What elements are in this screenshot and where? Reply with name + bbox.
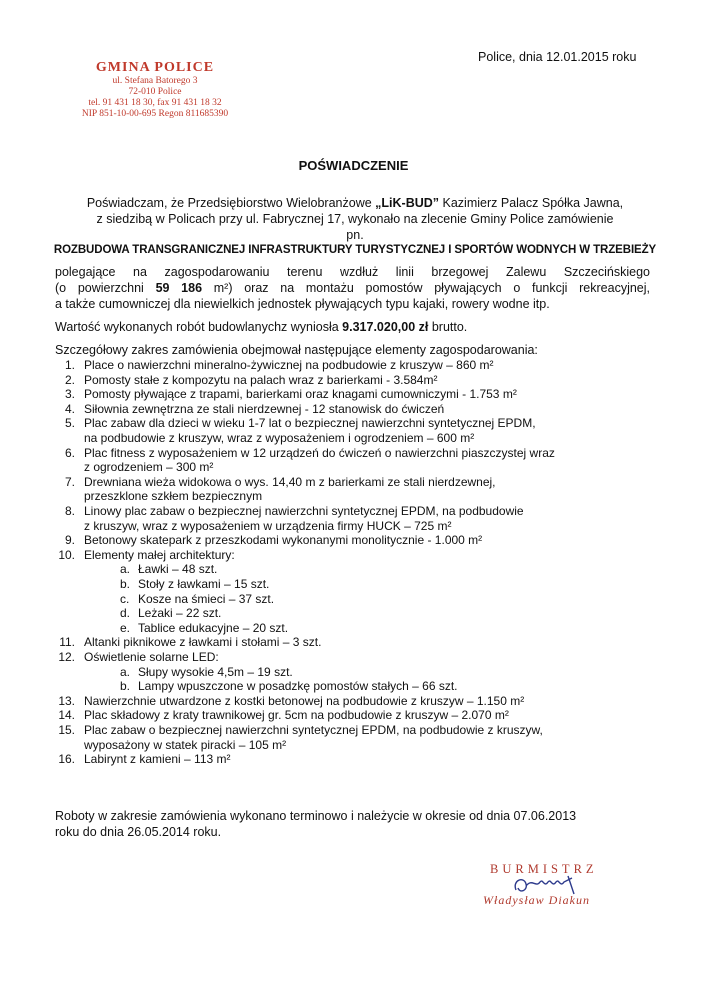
list-item-continuation (55, 431, 655, 446)
list-item-continuation (55, 489, 655, 504)
sub-list-item-text: Stoły z ławkami – 15 szt. (138, 577, 270, 591)
sub-list-item (120, 562, 655, 577)
intro-line-1: Poświadczam, że Przedsiębiorstwo Wielobranżowe „LiK-BUD” Kazimierz Palacz Spółka Jawna, (86, 196, 624, 210)
list-item-continuation-text: przeszklone szkłem bezpiecznym (84, 489, 263, 504)
intro-line-2: z siedzibą w Policach przy ul. Fabrycznej 17, wykonało na zlecenie Gminy Police zamówienie (96, 212, 614, 226)
sub-list-item-number: b. (120, 577, 131, 591)
list-item (55, 650, 655, 665)
list-item (55, 708, 655, 723)
list-item (55, 548, 655, 563)
sub-list-item (120, 606, 655, 621)
stamp-name: GMINA POLICE (95, 60, 215, 75)
list-item-number: 3. (64, 387, 75, 402)
list-item-text: Plac zabaw o bezpiecznej nawierzchni syntetycznej EPDM, na podbudowie z kruszyw, (84, 723, 543, 737)
sub-list-item (120, 665, 655, 680)
sub-list-item-text: Tablice edukacyjne – 20 szt. (138, 620, 289, 635)
description-paragraph (55, 264, 650, 312)
document-title: POŚWIADCZENIE (298, 158, 409, 173)
company-name: „LiK-BUD” (375, 196, 440, 210)
list-item-number: 1. (64, 358, 75, 372)
stamp-street: ul. Stefana Batorego 3 (112, 76, 198, 87)
list-item-text: Siłownia zewnętrzna ze stali nierdzewnej - 12 stanowisk do ćwiczeń (84, 401, 445, 416)
list-item-text: Labirynt z kamieni – 113 m² (84, 752, 231, 767)
list-item-number: 11. (59, 635, 75, 650)
list-item-number: 2. (64, 372, 75, 387)
list-item-number: 13. (58, 693, 75, 708)
list-item-number: 5. (64, 416, 75, 431)
list-item-continuation (55, 460, 655, 475)
list-item (55, 694, 655, 709)
stamp-phone: tel. 91 431 18 30, fax 91 431 18 32 (88, 97, 222, 108)
intro-paragraph (55, 195, 655, 243)
list-item-number: 10. (58, 547, 75, 562)
description-line-1: polegające na zagospodarowaniu terenu wzdłuż linii brzegowej Zalewu Szczecińskiego (55, 265, 650, 279)
list-item-text: Linowy plac zabaw o bezpiecznej nawierzchni syntetycznej EPDM, na podbudowie (84, 504, 524, 518)
description-line-2: (o powierzchni 59 186 m²) oraz na montażu pomostów pływających o funkcji rekreacyjnej, (55, 281, 650, 295)
list-item (55, 504, 655, 519)
sub-list-item (120, 592, 655, 607)
list-item (55, 533, 655, 548)
signatory-title: BURMISTRZ (490, 862, 598, 876)
list-item (55, 752, 655, 767)
list-item-text: Pomosty pływające z trapami, barierkami oraz knagami cumowniczymi - 1.753 m² (84, 387, 517, 402)
sub-list-item (120, 679, 655, 694)
sub-list-item-text: Leżaki – 22 szt. (138, 606, 222, 621)
list-item (55, 373, 655, 388)
list-item-text: Drewniana wieża widokowa o wys. 14,40 m z barierkami ze stali nierdzewnej, (84, 474, 496, 489)
list-item-text: Elementy małej architektury: (84, 547, 235, 562)
closing-line-1: Roboty w zakresie zamówienia wykonano terminowo i należycie w okresie od dnia 07.06.2013 (55, 809, 577, 823)
signatory-name: Władysław Diakun (483, 893, 590, 907)
list-item (55, 402, 655, 417)
sub-list-item-number: e. (120, 620, 131, 635)
list-item (55, 635, 655, 650)
list-item-continuation (55, 738, 655, 753)
list-item-text: Nawierzchnie utwardzone z kostki betonowej na podbudowie z kruszyw – 1.150 m² (84, 693, 525, 708)
list-item-number: 4. (64, 401, 75, 416)
sub-list-item-text: Słupy wysokie 4,5m – 19 szt. (138, 664, 293, 679)
list-item-number: 7. (64, 474, 75, 489)
list-item-text: Altanki piknikowe z ławkami i stołami – 3 szt. (84, 635, 322, 650)
list-item-continuation-text: na podbudowie z kruszyw, wraz z wyposażeniem i ogrodzeniem – 600 m² (84, 431, 475, 445)
list-item-number: 14. (58, 708, 75, 723)
list-item-number: 6. (64, 445, 75, 460)
sub-list-item-number: a. (120, 664, 131, 679)
description-line-3: a także cumowniczej dla niewielkich jednostek pływających typu kajaki, rowery wodne itp. (55, 297, 550, 311)
list-item (55, 723, 655, 738)
list-item-number: 15. (58, 723, 75, 737)
list-item (55, 358, 655, 373)
list-item-number: 8. (64, 504, 75, 518)
sub-list-item-text: Kosze na śmieci – 37 szt. (138, 591, 275, 606)
value-line: Wartość wykonanych robót budowlanychz wyniosła 9.317.020,00 zł brutto. (55, 320, 468, 334)
list-item-continuation (55, 519, 655, 534)
list-item-text: Oświetlenie solarne LED: (84, 650, 219, 664)
contract-amount: 9.317.020,00 zł (342, 320, 429, 334)
sub-list-item-text: Ławki – 48 szt. (138, 562, 218, 577)
list-item (55, 446, 655, 461)
closing-paragraph (55, 808, 655, 840)
list-item-text: Plac zabaw dla dzieci w wieku 1-7 lat o bezpiecznej nawierzchni syntetycznej EPDM, (84, 416, 536, 431)
sub-list-item-number: b. (120, 679, 131, 694)
list-item-text: Betonowy skatepark z przeszkodami wykonanymi monolitycznie - 1.000 m² (84, 533, 483, 548)
list-item (55, 475, 655, 490)
stamp-ids: NIP 851-10-00-695 Regon 811685390 (81, 108, 229, 119)
stamp-city: 72-010 Police (128, 87, 182, 98)
list-item (55, 387, 655, 402)
list-item-text: Place o nawierzchni mineralno-żywicznej na podbudowie z kruszyw – 860 m² (84, 358, 494, 372)
sub-list-item (120, 621, 655, 636)
list-item-continuation-text: z ogrodzeniem – 300 m² (84, 460, 214, 475)
list-item-continuation-text: z kruszyw, wraz z wyposażeniem w urządzenia firmy HUCK – 725 m² (84, 518, 452, 533)
closing-line-2: roku do dnia 26.05.2014 roku. (55, 825, 222, 839)
list-item-text: Plac fitness z wyposażeniem w 12 urządzeń do ćwiczeń o nawierzchni piaszczystej wraz (84, 445, 555, 460)
sub-list-item-number: c. (120, 591, 130, 606)
list-item-number: 16. (58, 752, 75, 767)
sub-list-item (120, 577, 655, 592)
scope-intro: Szczegółowy zakres zamówienia obejmował następujące elementy zagospodarowania: (55, 343, 538, 357)
sub-list-item-number: a. (120, 562, 131, 577)
sub-list-item-number: d. (120, 606, 131, 621)
project-name: ROZBUDOWA TRANSGRANICZNEJ INFRASTRUKTURY TURYSTYCZNEJ I SPORTÓW WODNYCH W TRZEBIEŻY (53, 244, 657, 256)
list-item (55, 416, 655, 431)
sub-list-item-text: Lampy wpuszczone w posadzkę pomostów stałych – 66 szt. (138, 679, 458, 694)
list-item-text: Plac składowy z kraty trawnikowej gr. 5cm na podbudowie z kruszyw – 2.070 m² (84, 708, 509, 723)
intro-line-3: pn. (346, 228, 364, 242)
list-item-number: 9. (64, 533, 75, 548)
date-line: Police, dnia 12.01.2015 roku (478, 50, 637, 64)
list-item-text: Pomosty stałe z kompozytu na palach wraz z barierkami - 3.584m² (84, 372, 438, 387)
office-stamp (70, 60, 240, 120)
list-item-continuation-text: wyposażony w statek piracki – 105 m² (84, 737, 287, 752)
list-item-number: 12. (58, 650, 75, 664)
area-value: 59 186 (155, 281, 203, 295)
